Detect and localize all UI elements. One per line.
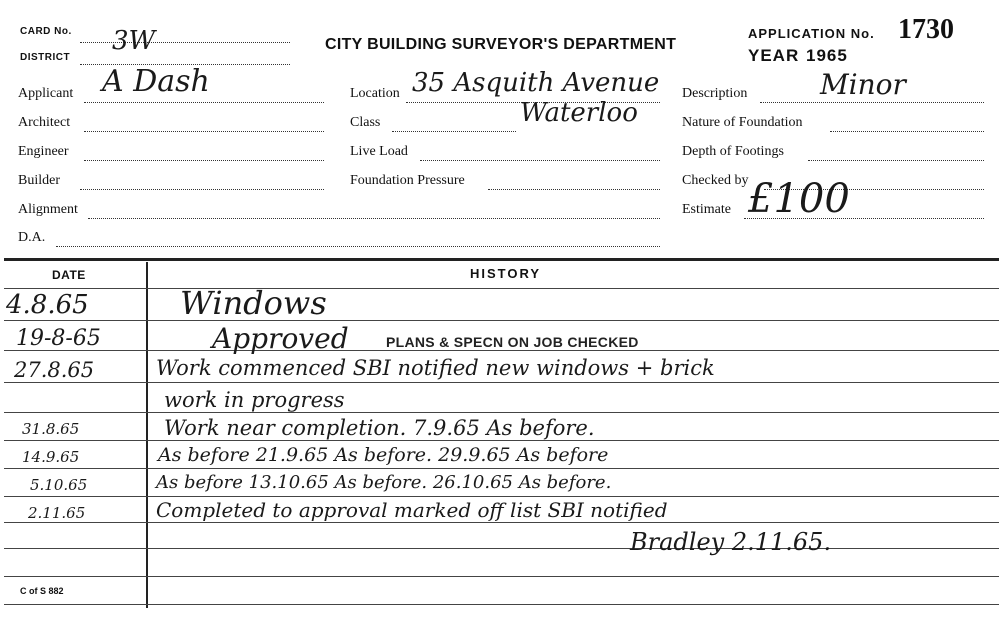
builder-label: Builder <box>18 173 60 188</box>
nature-of-foundation-line <box>830 131 984 132</box>
card-no-label: CARD No. <box>20 26 72 37</box>
history-rule <box>4 548 999 549</box>
engineer-line <box>84 160 324 161</box>
history-entry: As before 21.9.65 As before. 29.9.65 As before <box>158 444 609 466</box>
year-value: 1965 <box>806 46 848 65</box>
history-header: HISTORY <box>470 266 542 281</box>
history-rule <box>4 496 999 497</box>
nature-of-foundation-label: Nature of Foundation <box>682 115 803 130</box>
history-rule <box>4 468 999 469</box>
history-entry: work in progress <box>164 388 345 412</box>
estimate-value: £100 <box>748 176 850 222</box>
form-code: C of S 882 <box>20 586 64 596</box>
da-label: D.A. <box>18 230 46 245</box>
location-value-line2: Waterloo <box>520 98 638 128</box>
date-column-divider <box>146 262 148 608</box>
location-label: Location <box>350 86 400 101</box>
history-rule <box>4 604 999 605</box>
history-entry: As before 13.10.65 As before. 26.10.65 As before. <box>156 472 612 493</box>
history-date: 14.9.65 <box>22 448 80 466</box>
applicant-value: A Dash <box>102 64 210 99</box>
history-date: 2.11.65 <box>28 504 86 522</box>
history-date: 27.8.65 <box>14 358 95 382</box>
applicant-label: Applicant <box>18 86 74 101</box>
class-label: Class <box>350 115 381 130</box>
foundation-pressure-line <box>488 189 660 190</box>
live-load-label: Live Load <box>350 144 408 159</box>
history-rule <box>4 350 999 351</box>
application-no-value: 1730 <box>898 14 954 45</box>
live-load-line <box>420 160 660 161</box>
history-date: 31.8.65 <box>22 420 80 438</box>
history-rule <box>4 440 999 441</box>
description-label: Description <box>682 86 748 101</box>
history-rule <box>4 320 999 321</box>
card-no-value: 3W <box>112 26 156 56</box>
alignment-line <box>88 218 660 219</box>
depth-of-footings-line <box>808 160 984 161</box>
year-label: YEAR <box>748 46 800 65</box>
checked-stamp: PLANS & SPECN ON JOB CHECKED <box>386 334 639 350</box>
history-entry: Work commenced SBI notified new windows + brick <box>156 356 715 380</box>
history-rule <box>4 522 999 523</box>
history-rule <box>4 412 999 413</box>
history-date: 19-8-65 <box>16 326 101 351</box>
checked-by-label: Checked by <box>682 173 749 188</box>
builder-line <box>80 189 324 190</box>
foundation-pressure-label: Foundation Pressure <box>350 173 465 188</box>
history-entry: Work near completion. 7.9.65 As before. <box>164 416 595 440</box>
inspector-signature: Bradley 2.11.65. <box>630 528 832 556</box>
location-value-line1: 35 Asquith Avenue <box>412 68 660 98</box>
alignment-label: Alignment <box>18 202 78 217</box>
history-entry: Windows <box>180 284 327 322</box>
history-rule <box>4 288 999 289</box>
history-date: 4.8.65 <box>6 290 89 320</box>
applicant-line <box>84 102 324 103</box>
estimate-label: Estimate <box>682 202 731 217</box>
district-label: DISTRICT <box>20 52 71 63</box>
description-line <box>760 102 984 103</box>
history-rule <box>4 382 999 383</box>
history-entry: Completed to approval marked off list SBI notified <box>156 498 668 522</box>
application-no-label: APPLICATION No. <box>748 26 875 41</box>
da-line <box>56 246 660 247</box>
architect-label: Architect <box>18 115 71 130</box>
date-header: DATE <box>52 268 86 282</box>
history-date: 5.10.65 <box>30 476 88 494</box>
department-title: CITY BUILDING SURVEYOR'S DEPARTMENT <box>325 36 677 53</box>
history-entry: Approved <box>212 322 349 355</box>
depth-of-footings-label: Depth of Footings <box>682 144 784 159</box>
class-line <box>392 131 516 132</box>
description-value: Minor <box>820 68 906 101</box>
section-divider <box>4 258 999 261</box>
engineer-label: Engineer <box>18 144 69 159</box>
architect-line <box>84 131 324 132</box>
history-rule <box>4 576 999 577</box>
